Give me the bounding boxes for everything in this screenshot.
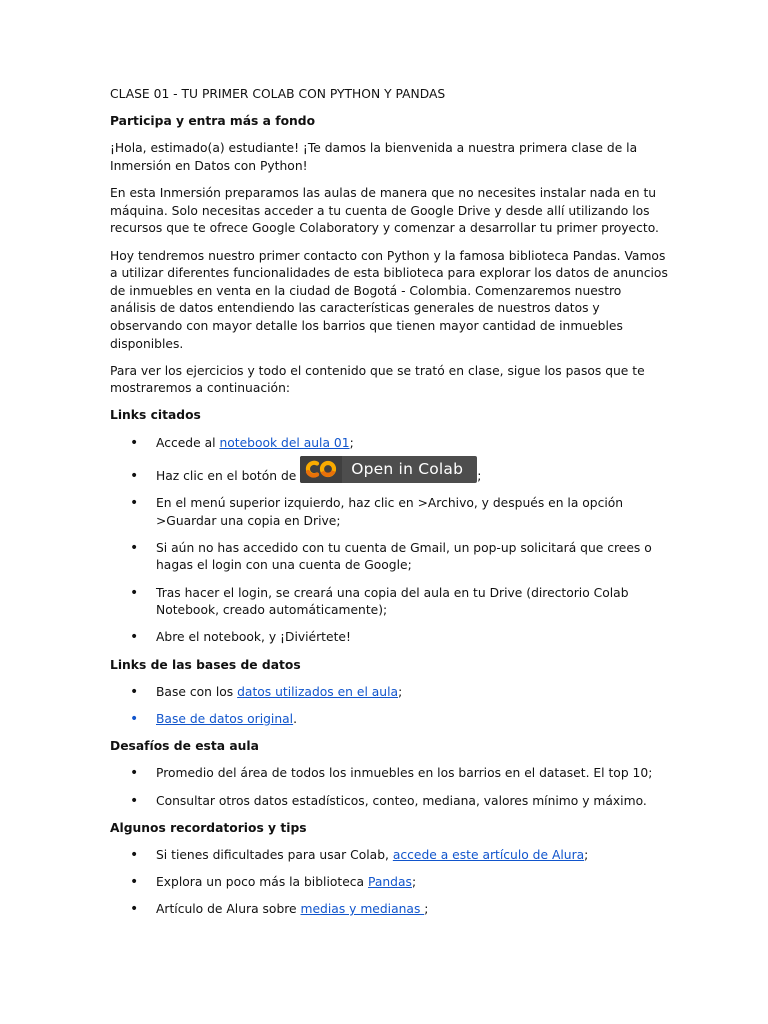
tips-list: [110, 847, 670, 919]
list-item: [110, 459, 670, 486]
list-item-text: Accede al: [156, 435, 220, 450]
list-item: [110, 874, 670, 892]
links-citados-list: [110, 435, 670, 647]
list-item-text: Haz clic en el botón de: [156, 468, 301, 483]
bases-list: [110, 684, 670, 729]
list-item: [110, 585, 670, 620]
list-item-suffix: ;: [584, 847, 589, 862]
list-item-text: Artículo de Alura sobre: [156, 902, 301, 917]
colab-co-icon: [304, 459, 338, 479]
list-item-suffix: ;: [349, 435, 354, 450]
list-item-suffix: ;: [424, 902, 429, 917]
bullet-icon: •: [130, 683, 139, 700]
list-item: [110, 765, 670, 783]
document-body: [110, 86, 670, 928]
bullet-icon: •: [130, 434, 139, 451]
articulo-alura-colab-link[interactable]: accede a este artículo de Alura: [392, 847, 585, 862]
bullet-icon: •: [130, 901, 139, 918]
datos-utilizados-link[interactable]: datos utilizados en el aula: [237, 684, 399, 699]
list-item: [110, 435, 670, 453]
list-item: [110, 495, 670, 530]
medias-medianas-link[interactable]: medias y medianas: [300, 902, 425, 917]
list-item-text: Si aún no has accedido con tu cuenta de Gmail, un pop-up solicitará que crees o hagas el login con una cuenta de Google;: [156, 540, 652, 573]
list-item: [110, 901, 670, 919]
list-item-suffix: ;: [411, 875, 417, 890]
bullet-icon: •: [130, 846, 139, 863]
section-heading-tips: Algunos recordatorios y tips: [110, 820, 307, 835]
base-datos-original-link[interactable]: Base de datos original: [156, 711, 294, 726]
colab-logo-icon: [300, 456, 342, 483]
intro-paragraph-3: Hoy tendremos nuestro primer contacto con Python y la famosa biblioteca Pandas. Vamos a utilizar diferentes funcionalidades de esta biblioteca para explorar los datos de anuncios de inmuebles en venta en la ciudad de Bogotá - Colombia. Comenzaremos nuestro análisis de datos entendiendo las características generales de nuestros datos y observando con mayor detalle los barrios que tienen mayor cantidad de inmuebles disponibles.: [110, 248, 668, 351]
list-item-suffix: .: [293, 711, 298, 726]
list-item-text: Si tienes dificultades para usar Colab,: [156, 847, 393, 862]
list-item: [110, 629, 670, 647]
bullet-icon: •: [130, 495, 139, 512]
section-heading-participa: Participa y entra más a fondo: [110, 114, 316, 129]
open-in-colab-button[interactable]: [300, 456, 477, 483]
intro-paragraph-1: ¡Hola, estimado(a) estudiante! ¡Te damos la bienvenida a nuestra primera clase de la Inmersión en Datos con Python!: [110, 141, 638, 173]
list-item: [110, 540, 670, 575]
pandas-link[interactable]: Pandas: [367, 875, 412, 890]
intro-paragraph-4: Para ver los ejercicios y todo el contenido que se trató en clase, sigue los pasos que te mostraremos a continuación:: [110, 363, 645, 396]
list-item-text: Base con los: [156, 684, 238, 699]
bullet-icon: •: [130, 765, 139, 782]
list-item-text: Abre el notebook, y ¡Diviértete!: [156, 630, 351, 645]
section-heading-bases: Links de las bases de datos: [110, 657, 301, 672]
list-item-suffix: ;: [477, 468, 482, 483]
bullet-icon: •: [130, 467, 139, 484]
section-heading-desafios: Desafíos de esta aula: [110, 739, 259, 754]
list-item: [110, 711, 670, 729]
list-item-suffix: ;: [398, 684, 403, 699]
bullet-icon: •: [130, 710, 139, 727]
list-item: [110, 793, 670, 811]
intro-paragraph-2: En esta Inmersión preparamos las aulas de manera que no necesites instalar nada en tu máquina. Solo necesitas acceder a tu cuenta de Google Drive y desde allí utilizando los recursos que te ofrece Google Colaboratory y comenzar a desarrollar tu primer proyecto.: [110, 186, 659, 236]
list-item-text: Explora un poco más la biblioteca: [156, 875, 368, 890]
document-title: CLASE 01 - TU PRIMER COLAB CON PYTHON Y PANDAS: [110, 87, 446, 101]
list-item-text: Tras hacer el login, se creará una copia del aula en tu Drive (directorio Colab Notebook, creado automáticamente);: [156, 585, 629, 618]
notebook-aula-01-link[interactable]: notebook del aula 01: [219, 435, 350, 450]
list-item-text: Consultar otros datos estadísticos, conteo, mediana, valores mínimo y máximo.: [156, 793, 647, 808]
bullet-icon: •: [130, 792, 139, 809]
bullet-icon: •: [130, 629, 139, 646]
list-item-text: Promedio del área de todos los inmuebles en los barrios en el dataset. El top 10;: [156, 766, 653, 781]
desafios-list: [110, 765, 670, 810]
bullet-icon: •: [130, 539, 139, 556]
list-item: [110, 684, 670, 702]
bullet-icon: •: [130, 874, 139, 891]
list-item: [110, 847, 670, 865]
list-item-text: En el menú superior izquierdo, haz clic en >Archivo, y después en la opción >Guardar una copia en Drive;: [156, 496, 624, 528]
section-heading-links-citados: Links citados: [110, 408, 201, 423]
open-in-colab-label: Open in Colab: [351, 459, 464, 478]
bullet-icon: •: [130, 584, 139, 601]
